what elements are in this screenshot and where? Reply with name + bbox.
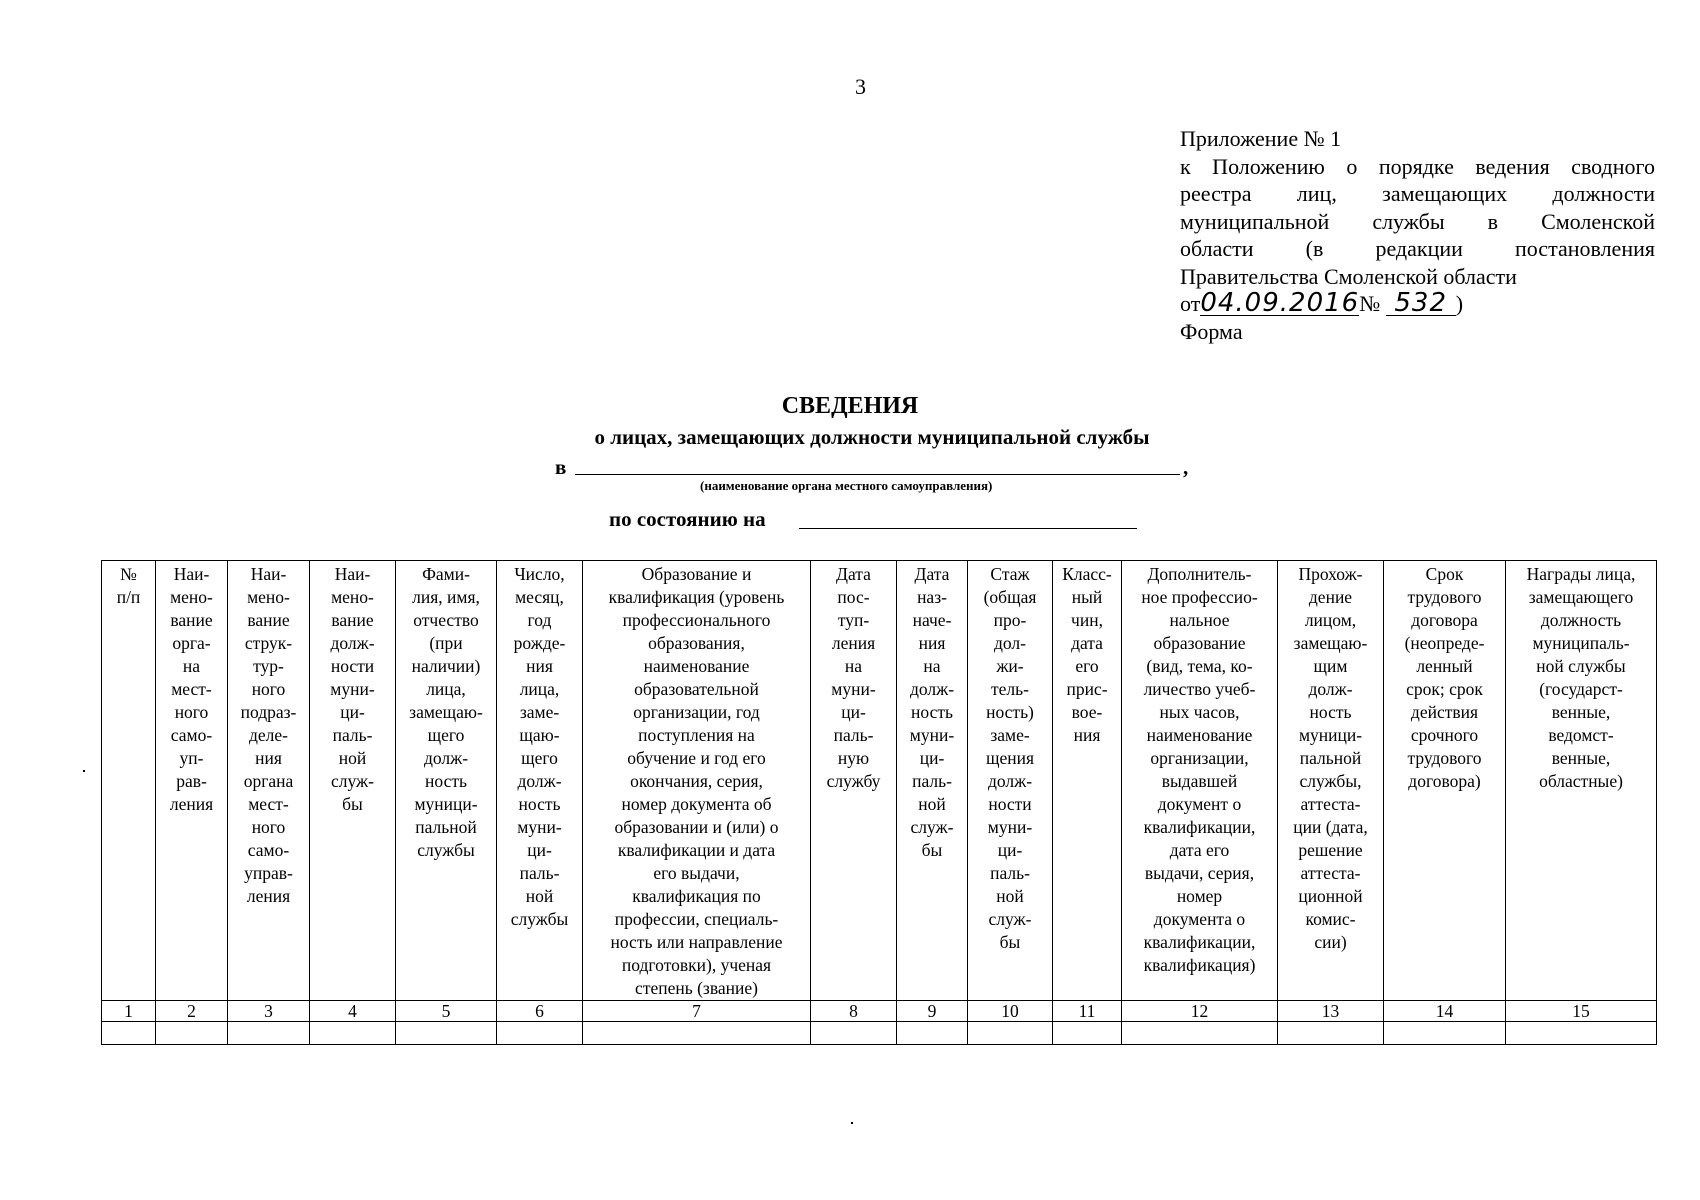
table-cell[interactable] bbox=[156, 1022, 228, 1045]
column-header: Число, месяц, год рожде- ния лица, заме- щаю- щего долж- ность муни- ци- паль- ной службы bbox=[497, 561, 583, 1001]
org-name-blank bbox=[575, 474, 1180, 475]
column-number: 11 bbox=[1053, 1001, 1122, 1022]
table-cell[interactable] bbox=[497, 1022, 583, 1045]
table-cell[interactable] bbox=[811, 1022, 897, 1045]
as-of-date-blank bbox=[799, 528, 1137, 529]
appendix-line: Правительства Смоленской области bbox=[1180, 263, 1517, 289]
registry-table bbox=[101, 560, 1657, 1045]
table-cell[interactable] bbox=[1122, 1022, 1278, 1045]
appendix-line: области (в редакции постановления bbox=[1180, 236, 1655, 261]
table-cell[interactable] bbox=[1053, 1022, 1122, 1045]
column-header: № п/п bbox=[102, 561, 156, 1001]
column-header: Награды лица, замещающего должность муниципаль- ной службы (государст- венные, ведомст- венные, областные) bbox=[1506, 561, 1657, 1001]
doc-subtitle: о лицах, замещающих должности муниципальной службы bbox=[594, 425, 1150, 449]
table-cell[interactable] bbox=[1506, 1022, 1657, 1045]
table-cell[interactable] bbox=[396, 1022, 497, 1045]
column-header: Фами- лия, имя, отчество (при наличии) лица, замещаю- щего долж- ность муници- пальной службы bbox=[396, 561, 497, 1001]
column-number: 7 bbox=[583, 1001, 811, 1022]
column-header: Класс- ный чин, дата его прис- вое- ния bbox=[1053, 561, 1122, 1001]
table-cell[interactable] bbox=[968, 1022, 1053, 1045]
appendix-title: Приложение № 1 bbox=[1180, 126, 1342, 151]
appendix-line: к Положению о порядке ведения сводного bbox=[1180, 153, 1655, 179]
column-number: 10 bbox=[968, 1001, 1053, 1022]
resolution-ref bbox=[1180, 290, 1655, 318]
column-header: Дата наз- наче- ния на долж- ность муни- ци- паль- ной служ- бы bbox=[897, 561, 968, 1001]
org-prefix: в bbox=[555, 455, 567, 479]
column-header: Наи- мено- вание струк- тур- ного подраз- деле- ния органа мест- ного само- управ- ления bbox=[228, 561, 310, 1001]
column-number-row bbox=[102, 1001, 1657, 1022]
column-header: Срок трудового договора (неопреде- ленный срок; срок действия срочного трудового договора) bbox=[1384, 561, 1506, 1001]
header-row bbox=[102, 561, 1657, 1001]
column-number: 8 bbox=[811, 1001, 897, 1022]
column-number: 15 bbox=[1506, 1001, 1657, 1022]
column-number: 12 bbox=[1122, 1001, 1278, 1022]
column-header: Стаж (общая про- дол- жи- тель- ность) заме- щения долж- ности муни- ци- паль- ной служ- бы bbox=[968, 561, 1053, 1001]
column-number: 1 bbox=[102, 1001, 156, 1022]
handwritten-date: 04.09.2016 bbox=[1200, 288, 1360, 318]
from-prefix: от bbox=[1180, 291, 1201, 316]
column-header: Прохож- дение лицом, замещаю- щим долж- ность муници- пальной службы, аттеста- ции (дата, решение аттеста- ционной комис- сии) bbox=[1278, 561, 1384, 1001]
column-header: Дополнитель- ное профессио- нальное образование (вид, тема, ко- личество учеб- ных часов, наименование организации, выдавшей документ о квалификации, дата его выдачи, серия, номер документа о квалификации, квалификация) bbox=[1122, 561, 1278, 1001]
column-number: 4 bbox=[310, 1001, 396, 1022]
column-header: Наи- мено- вание орга- на мест- ного само- уп- рав- ления bbox=[156, 561, 228, 1001]
column-number: 13 bbox=[1278, 1001, 1384, 1022]
table-cell[interactable] bbox=[102, 1022, 156, 1045]
doc-title: СВЕДЕНИЯ bbox=[781, 393, 919, 419]
appendix-line: реестра лиц, замещающих должности bbox=[1180, 181, 1655, 206]
table-cell[interactable] bbox=[1384, 1022, 1506, 1045]
table-cell[interactable] bbox=[583, 1022, 811, 1045]
column-number: 9 bbox=[897, 1001, 968, 1022]
column-header: Образование и квалификация (уровень профессионального образования, наименование образовательной организации, год поступления на обучение и год его окончания, серия, номер документа об образовании и (или) о квалификации и дата его выдачи, квалификация по профессии, специаль- ность или направление подготовки), ученая степень (звание) bbox=[583, 561, 811, 1001]
handwritten-number: 532 bbox=[1386, 291, 1456, 316]
org-name-hint: (наименование органа местного самоуправления) bbox=[700, 478, 993, 493]
form-label: Форма bbox=[1180, 318, 1243, 344]
column-number: 6 bbox=[497, 1001, 583, 1022]
appendix-line: муниципальной службы в Смоленской bbox=[1180, 208, 1655, 234]
table-cell[interactable] bbox=[1278, 1022, 1384, 1045]
org-comma: , bbox=[1183, 455, 1189, 479]
column-header: Дата пос- туп- ления на муни- ци- паль- ную службу bbox=[811, 561, 897, 1001]
scan-speck bbox=[83, 770, 85, 772]
appendix-block bbox=[1180, 125, 1655, 345]
column-number: 2 bbox=[156, 1001, 228, 1022]
table-cell[interactable] bbox=[228, 1022, 310, 1045]
table-cell[interactable] bbox=[310, 1022, 396, 1045]
column-number: 3 bbox=[228, 1001, 310, 1022]
close-paren: ) bbox=[1455, 291, 1464, 316]
number-sign: № bbox=[1359, 291, 1381, 316]
column-number: 5 bbox=[396, 1001, 497, 1022]
column-number: 14 bbox=[1384, 1001, 1506, 1022]
as-of-label: по состоянию на bbox=[609, 507, 766, 531]
scan-speck bbox=[851, 1122, 853, 1124]
column-header: Наи- мено- вание долж- ности муни- ци- паль- ной служ- бы bbox=[310, 561, 396, 1001]
table-cell[interactable] bbox=[897, 1022, 968, 1045]
table-row bbox=[102, 1022, 1657, 1045]
page-number: 3 bbox=[855, 74, 866, 99]
